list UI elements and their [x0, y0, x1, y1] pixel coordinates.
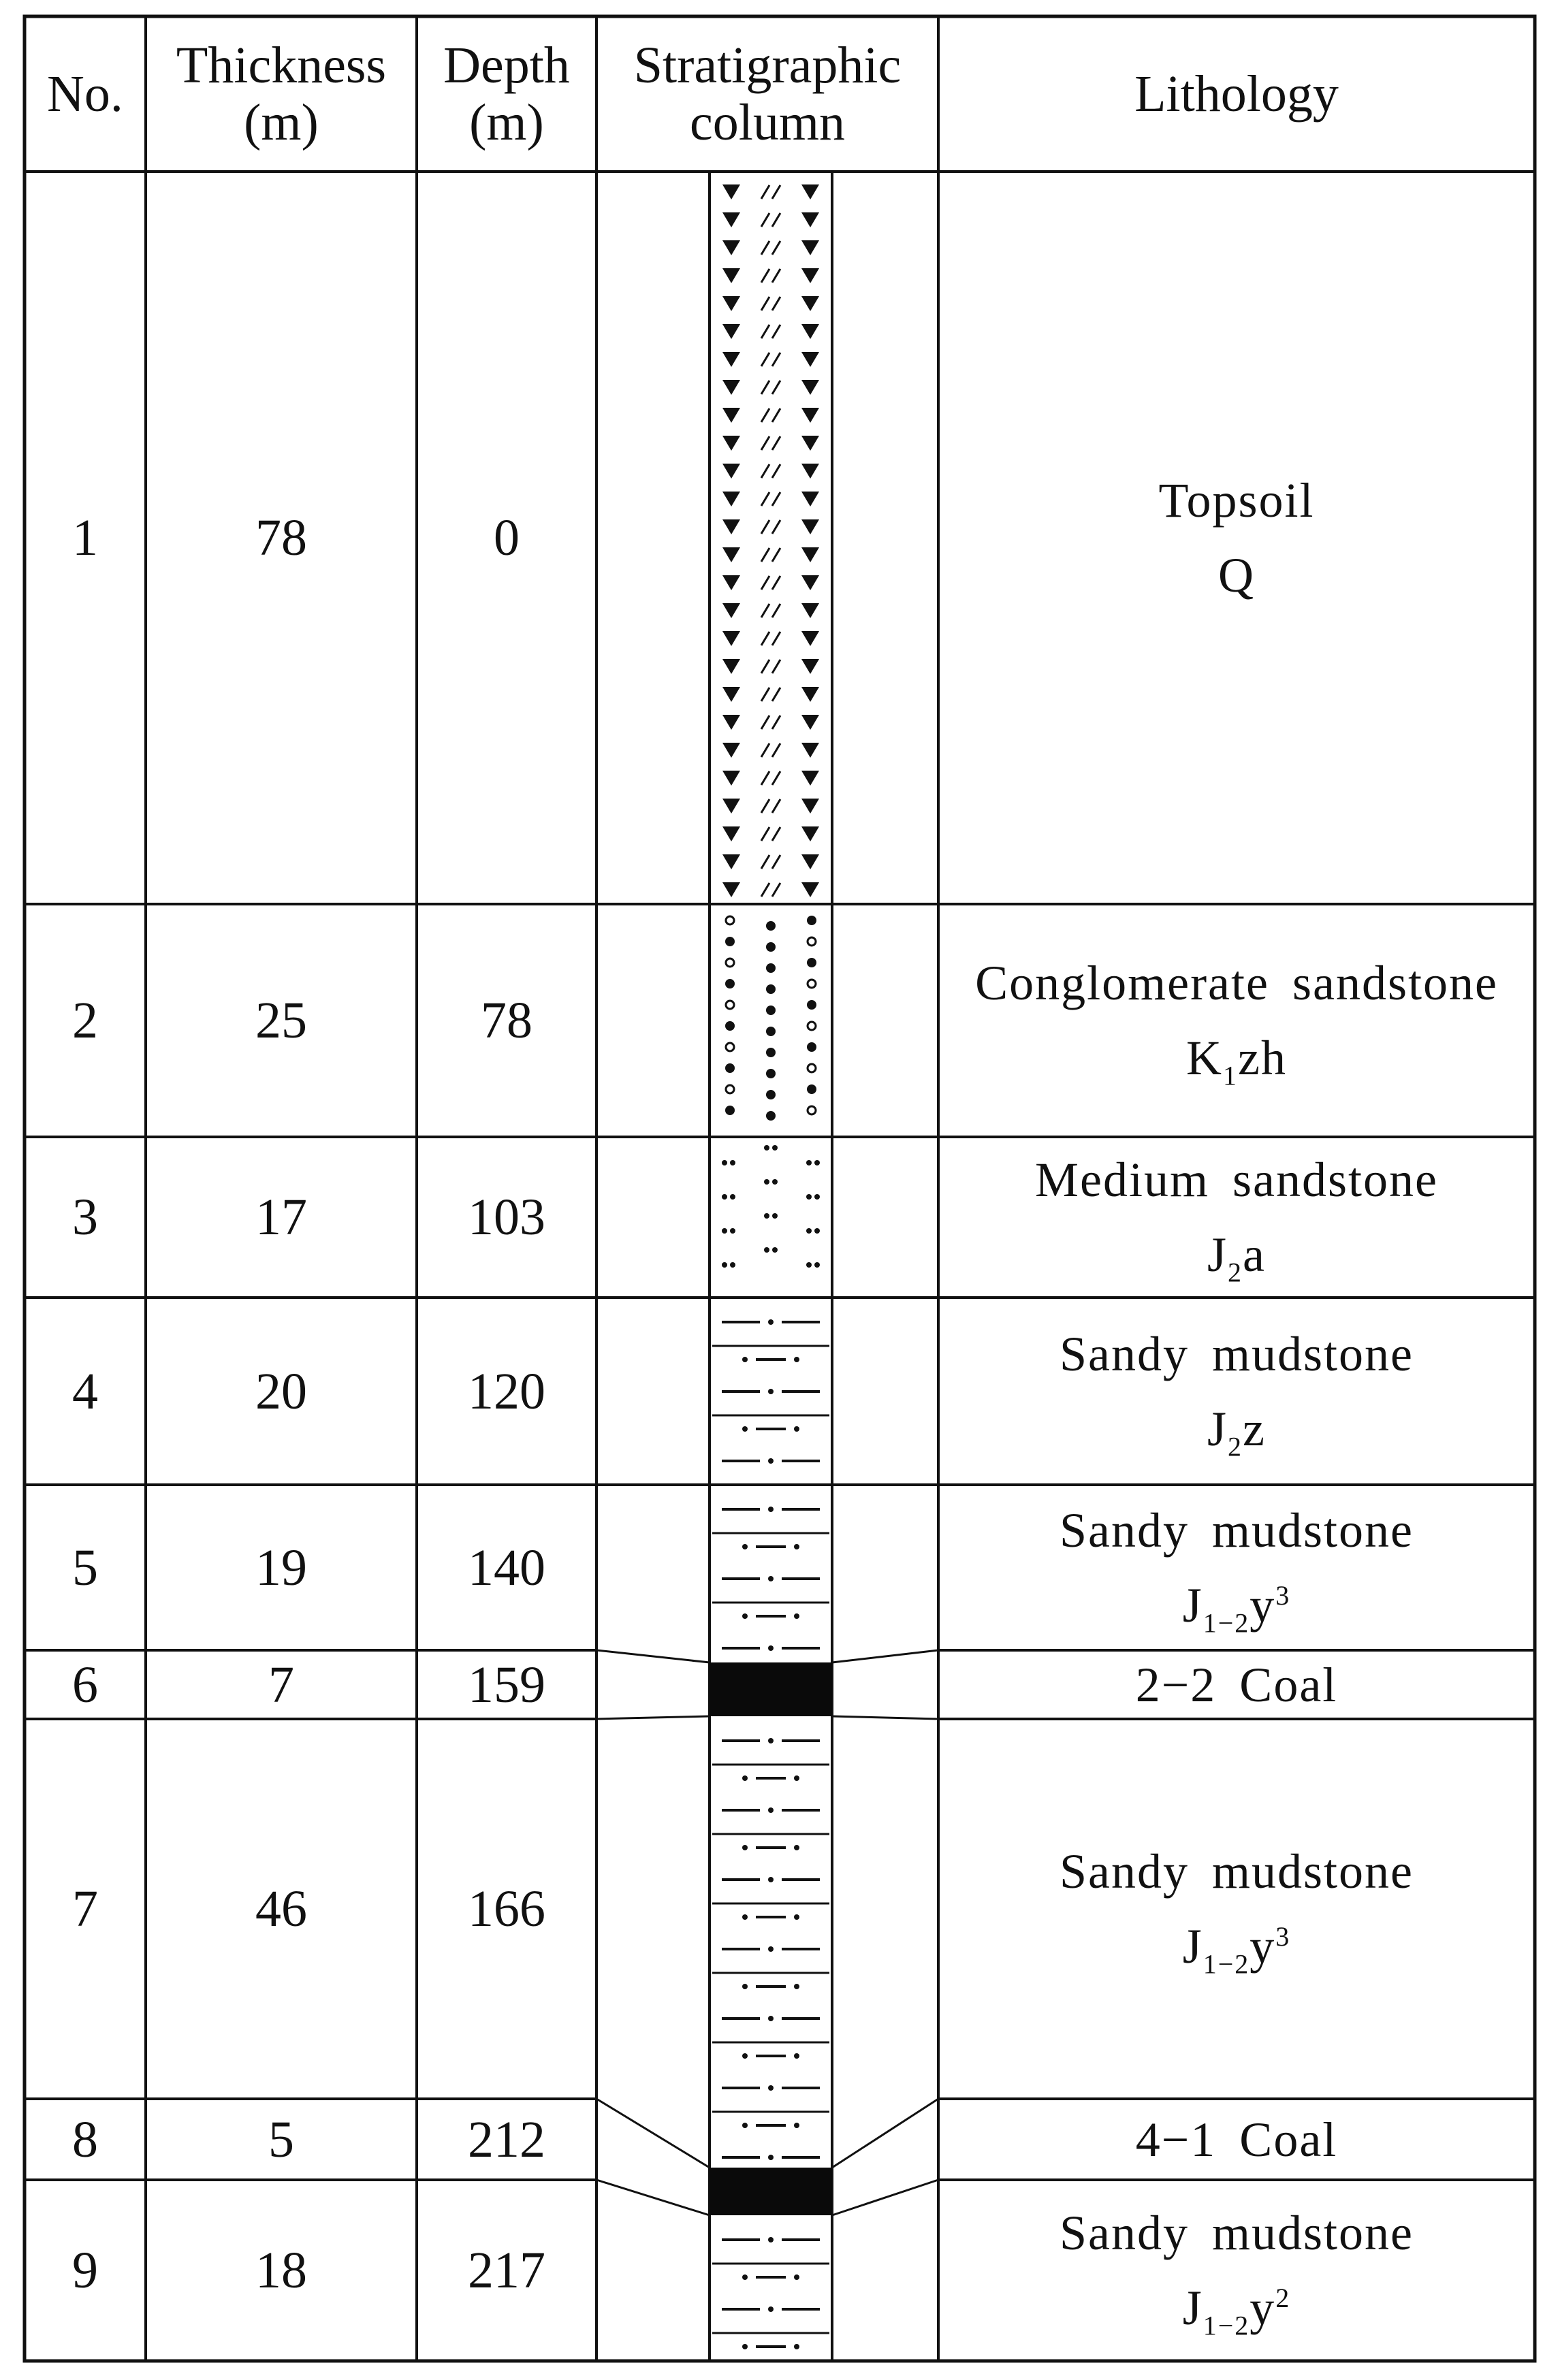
topsoil-hatch	[772, 715, 780, 729]
topsoil-triangle	[722, 408, 740, 423]
row-thickness: 46	[255, 1880, 307, 1937]
row-lithology	[938, 2206, 1535, 2341]
topsoil-hatch	[772, 492, 780, 506]
topsoil-triangle	[801, 296, 819, 311]
rock-name: 4−1 Coal	[1135, 2112, 1338, 2167]
row-no: 4	[72, 1363, 98, 1420]
pebble-solid	[766, 1006, 776, 1015]
topsoil-triangle	[801, 771, 819, 786]
header-lithology-label: Lithology	[1134, 65, 1339, 123]
sand-dot	[806, 1262, 812, 1268]
mud-dot	[742, 1544, 748, 1549]
formation-code: $J_{1-2}y^3$	[1182, 1919, 1291, 1980]
correlation-line	[832, 2099, 938, 2168]
pebble-open	[726, 1043, 734, 1051]
row-lithology	[938, 956, 1535, 1091]
mud-dot	[768, 1319, 774, 1325]
header-no	[25, 16, 146, 172]
pebble-solid	[807, 1042, 816, 1052]
sand-dot	[764, 1247, 769, 1253]
topsoil-hatch	[761, 548, 769, 562]
topsoil-triangle	[722, 631, 740, 646]
correlation-line	[596, 2099, 710, 2168]
pebble-solid	[766, 1111, 776, 1121]
topsoil-hatch	[761, 185, 769, 199]
row-depth: 103	[468, 1189, 545, 1246]
sand-dot	[722, 1160, 727, 1165]
mud-dot	[742, 2344, 748, 2349]
rock-name: Sandy mudstone	[1060, 2206, 1414, 2260]
topsoil-triangle	[722, 715, 740, 730]
topsoil-triangle	[801, 464, 819, 479]
topsoil-hatch	[772, 632, 780, 645]
pebble-solid	[725, 1021, 735, 1031]
row-no: 6	[72, 1656, 98, 1714]
topsoil-hatch	[772, 855, 780, 869]
topsoil-triangle	[722, 212, 740, 227]
sand-dot	[806, 1160, 812, 1165]
topsoil-triangle	[801, 854, 819, 869]
sand-dot	[722, 1228, 727, 1234]
sand-dot	[772, 1213, 778, 1219]
topsoil-triangle	[722, 826, 740, 841]
mud-dot	[768, 1576, 774, 1581]
topsoil-hatch	[772, 520, 780, 534]
sand-dot	[806, 1194, 812, 1200]
coal-seam	[710, 2168, 832, 2215]
row-depth: 140	[468, 1539, 545, 1596]
topsoil-hatch	[772, 408, 780, 422]
pebble-solid	[766, 1090, 776, 1099]
mud-dot	[768, 2237, 774, 2242]
mud-dot	[768, 2016, 774, 2021]
mud-dot	[794, 1845, 799, 1850]
topsoil-triangle	[801, 743, 819, 758]
topsoil-triangle	[801, 547, 819, 562]
topsoil-hatch	[772, 185, 780, 199]
topsoil-triangle	[801, 659, 819, 674]
rock-name: Medium sandstone	[1035, 1153, 1438, 1207]
rock-name: Sandy mudstone	[1060, 1503, 1414, 1558]
mud-dot	[768, 1645, 774, 1651]
mud-dot	[768, 1807, 774, 1813]
mud-dot	[768, 1389, 774, 1394]
topsoil-triangle	[801, 240, 819, 255]
formation-code: $J_{1-2}y^2$	[1182, 2281, 1291, 2341]
correlation-line	[596, 2180, 710, 2215]
topsoil-hatch	[761, 241, 769, 255]
mud-dot	[768, 1738, 774, 1743]
pebble-open	[808, 1022, 816, 1030]
topsoil-hatch	[772, 743, 780, 757]
topsoil-triangle	[801, 687, 819, 702]
rock-name: Sandy mudstone	[1060, 1327, 1414, 1381]
sand-dot	[814, 1194, 820, 1200]
header-no-label: No.	[47, 65, 123, 123]
mud-dot	[742, 1426, 748, 1432]
topsoil-triangle	[722, 659, 740, 674]
row-lithology	[938, 1327, 1535, 1462]
topsoil-triangle	[801, 380, 819, 395]
topsoil-hatch	[761, 464, 769, 478]
mud-dot	[794, 1775, 799, 1781]
header-depth	[417, 16, 596, 172]
formation-code: Q	[1218, 548, 1255, 602]
topsoil-triangle	[801, 603, 819, 618]
row-lithology	[938, 1844, 1535, 1980]
topsoil-hatch	[761, 381, 769, 394]
row-depth: 212	[468, 2111, 545, 2168]
topsoil-triangle	[801, 882, 819, 897]
topsoil-triangle	[722, 603, 740, 618]
row-thickness: 78	[255, 509, 307, 566]
pebble-open	[808, 1106, 816, 1114]
header-lithology	[938, 16, 1535, 172]
topsoil-triangle	[722, 519, 740, 534]
pebble-open	[726, 916, 734, 924]
topsoil-hatch	[772, 604, 780, 617]
pebble-solid	[766, 1048, 776, 1057]
pebble-solid	[807, 916, 816, 925]
header-depth-line2: (m)	[469, 94, 544, 151]
formation-code: $J_{1-2}y^3$	[1182, 1578, 1291, 1639]
pebble-solid	[807, 1084, 816, 1094]
topsoil-hatch	[761, 827, 769, 841]
topsoil-triangle	[722, 268, 740, 283]
pebble-solid	[725, 1106, 735, 1115]
row-no: 7	[72, 1880, 98, 1937]
sand-dot	[764, 1213, 769, 1219]
row-thickness: 17	[255, 1189, 307, 1246]
mud-dot	[794, 1613, 799, 1619]
topsoil-hatch	[772, 576, 780, 590]
topsoil-hatch	[772, 660, 780, 673]
row-depth: 159	[468, 1656, 545, 1714]
topsoil-hatch	[761, 688, 769, 701]
mud-dot	[742, 1613, 748, 1619]
topsoil-triangle	[722, 352, 740, 367]
topsoil-triangle	[722, 492, 740, 506]
topsoil-hatch	[761, 213, 769, 227]
topsoil-hatch	[772, 325, 780, 338]
pebble-solid	[766, 1027, 776, 1036]
correlation-line	[832, 1650, 938, 1662]
topsoil-hatch	[772, 771, 780, 785]
topsoil-hatch	[772, 436, 780, 450]
topsoil-hatch	[761, 715, 769, 729]
mud-dot	[742, 2274, 748, 2280]
topsoil-hatch	[772, 799, 780, 813]
sand-dot	[764, 1145, 769, 1151]
correlation-line	[832, 2180, 938, 2215]
pebble-open	[726, 1085, 734, 1093]
sand-dot	[814, 1228, 820, 1234]
row-no: 8	[72, 2111, 98, 2168]
row-thickness: 20	[255, 1363, 307, 1420]
mud-dot	[742, 1984, 748, 1989]
mud-dot	[794, 1426, 799, 1432]
correlation-line	[832, 1716, 938, 1719]
sand-dot	[722, 1262, 727, 1268]
sand-dot	[806, 1228, 812, 1234]
row-thickness: 18	[255, 2242, 307, 2299]
sand-dot	[814, 1160, 820, 1165]
topsoil-hatch	[761, 883, 769, 897]
sand-dot	[730, 1160, 735, 1165]
rock-name: Sandy mudstone	[1060, 1844, 1414, 1899]
topsoil-hatch	[772, 241, 780, 255]
row-thickness: 25	[255, 992, 307, 1049]
header-column-line2: column	[690, 94, 845, 151]
row-lithology	[938, 473, 1535, 602]
mud-dot	[742, 1914, 748, 1920]
topsoil-triangle	[801, 268, 819, 283]
topsoil-hatch	[761, 604, 769, 617]
mud-dot	[794, 2053, 799, 2059]
topsoil-triangle	[722, 799, 740, 814]
topsoil-triangle	[722, 743, 740, 758]
pebble-open	[808, 980, 816, 988]
header-column	[596, 16, 938, 172]
row-no: 5	[72, 1539, 98, 1596]
mud-dot	[768, 1946, 774, 1952]
row-depth: 0	[494, 509, 520, 566]
topsoil-hatch	[761, 799, 769, 813]
topsoil-hatch	[761, 520, 769, 534]
topsoil-hatch	[772, 381, 780, 394]
formation-code: $J_2z$	[1207, 1402, 1266, 1462]
topsoil-hatch	[761, 492, 769, 506]
pebble-open	[808, 1064, 816, 1072]
formation-code: $J_2a$	[1207, 1227, 1266, 1288]
header-thickness-line2: (m)	[244, 94, 319, 151]
topsoil-hatch	[761, 743, 769, 757]
header-thickness-line1: Thickness	[176, 37, 387, 94]
topsoil-hatch	[761, 855, 769, 869]
mud-dot	[768, 1507, 774, 1512]
rock-name: Topsoil	[1158, 473, 1315, 528]
coal-seam	[710, 1662, 832, 1716]
topsoil-hatch	[772, 269, 780, 283]
sand-dot	[772, 1145, 778, 1151]
topsoil-hatch	[761, 576, 769, 590]
topsoil-triangle	[722, 575, 740, 590]
row-depth: 78	[481, 992, 532, 1049]
topsoil-triangle	[801, 799, 819, 814]
topsoil-hatch	[761, 325, 769, 338]
pebble-solid	[725, 1063, 735, 1073]
pebble-solid	[766, 963, 776, 973]
topsoil-triangle	[801, 826, 819, 841]
topsoil-hatch	[761, 632, 769, 645]
topsoil-triangle	[801, 352, 819, 367]
header-depth-line1: Depth	[443, 37, 570, 94]
pebble-open	[726, 959, 734, 967]
pebble-open	[726, 1001, 734, 1009]
mud-dot	[794, 1914, 799, 1920]
header-column-line1: Stratigraphic	[633, 37, 902, 94]
topsoil-hatch	[772, 213, 780, 227]
topsoil-triangle	[722, 687, 740, 702]
mud-dot	[768, 2085, 774, 2091]
rock-name: 2−2 Coal	[1135, 1658, 1338, 1712]
row-lithology	[938, 1658, 1535, 1712]
pebble-solid	[766, 1069, 776, 1078]
topsoil-hatch	[772, 464, 780, 478]
pebble-open	[808, 937, 816, 946]
topsoil-hatch	[761, 297, 769, 310]
mud-dot	[768, 1877, 774, 1882]
topsoil-triangle	[722, 854, 740, 869]
topsoil-hatch	[761, 436, 769, 450]
mud-dot	[768, 2306, 774, 2312]
mud-dot	[742, 2053, 748, 2059]
topsoil-hatch	[761, 771, 769, 785]
topsoil-triangle	[722, 547, 740, 562]
rock-name: Conglomerate sandstone	[975, 956, 1498, 1010]
mud-dot	[742, 1775, 748, 1781]
mud-dot	[794, 1544, 799, 1549]
topsoil-hatch	[772, 353, 780, 366]
row-thickness: 5	[268, 2111, 294, 2168]
topsoil-triangle	[801, 519, 819, 534]
sand-dot	[730, 1262, 735, 1268]
topsoil-triangle	[722, 324, 740, 339]
sand-dot	[722, 1194, 727, 1200]
header-thickness	[146, 16, 417, 172]
row-no: 2	[72, 992, 98, 1049]
sand-dot	[772, 1179, 778, 1185]
topsoil-triangle	[722, 240, 740, 255]
topsoil-hatch	[761, 353, 769, 366]
mud-dot	[794, 1984, 799, 1989]
pebble-solid	[766, 921, 776, 931]
row-lithology	[938, 1153, 1535, 1288]
mud-dot	[794, 2344, 799, 2349]
topsoil-triangle	[722, 436, 740, 451]
topsoil-hatch	[761, 660, 769, 673]
mud-dot	[768, 2155, 774, 2160]
topsoil-triangle	[801, 212, 819, 227]
pebble-solid	[725, 979, 735, 988]
topsoil-triangle	[722, 380, 740, 395]
sand-dot	[764, 1179, 769, 1185]
row-no: 1	[72, 509, 98, 566]
mud-dot	[742, 2123, 748, 2128]
pebble-solid	[766, 984, 776, 994]
topsoil-hatch	[761, 269, 769, 283]
topsoil-triangle	[722, 771, 740, 786]
sand-dot	[772, 1247, 778, 1253]
topsoil-hatch	[772, 827, 780, 841]
row-thickness: 7	[268, 1656, 294, 1714]
pebble-solid	[725, 937, 735, 946]
topsoil-triangle	[722, 464, 740, 479]
pebble-solid	[807, 1000, 816, 1010]
mud-dot	[768, 1458, 774, 1464]
pebble-solid	[766, 942, 776, 952]
topsoil-triangle	[801, 324, 819, 339]
correlation-line	[596, 1650, 710, 1662]
topsoil-hatch	[772, 548, 780, 562]
row-lithology	[938, 1503, 1535, 1639]
topsoil-triangle	[801, 184, 819, 199]
topsoil-triangle	[801, 492, 819, 506]
topsoil-triangle	[801, 408, 819, 423]
topsoil-triangle	[801, 631, 819, 646]
row-depth: 166	[468, 1880, 545, 1937]
topsoil-triangle	[801, 575, 819, 590]
topsoil-triangle	[801, 715, 819, 730]
correlation-line	[596, 1716, 710, 1719]
sand-dot	[730, 1228, 735, 1234]
topsoil-triangle	[801, 436, 819, 451]
mud-dot	[794, 2274, 799, 2280]
row-no: 3	[72, 1189, 98, 1246]
topsoil-hatch	[772, 688, 780, 701]
topsoil-hatch	[772, 297, 780, 310]
formation-code: $K_1zh$	[1186, 1031, 1287, 1091]
sand-dot	[730, 1194, 735, 1200]
pebble-solid	[807, 958, 816, 967]
row-depth: 120	[468, 1363, 545, 1420]
mud-dot	[742, 1845, 748, 1850]
mud-dot	[794, 2123, 799, 2128]
mud-dot	[794, 1357, 799, 1362]
mud-dot	[742, 1357, 748, 1362]
topsoil-hatch	[772, 883, 780, 897]
topsoil-triangle	[722, 296, 740, 311]
row-lithology	[938, 2112, 1535, 2167]
row-no: 9	[72, 2242, 98, 2299]
row-depth: 217	[468, 2242, 545, 2299]
row-thickness: 19	[255, 1539, 307, 1596]
topsoil-triangle	[722, 184, 740, 199]
topsoil-triangle	[722, 882, 740, 897]
topsoil-hatch	[761, 408, 769, 422]
sand-dot	[814, 1262, 820, 1268]
